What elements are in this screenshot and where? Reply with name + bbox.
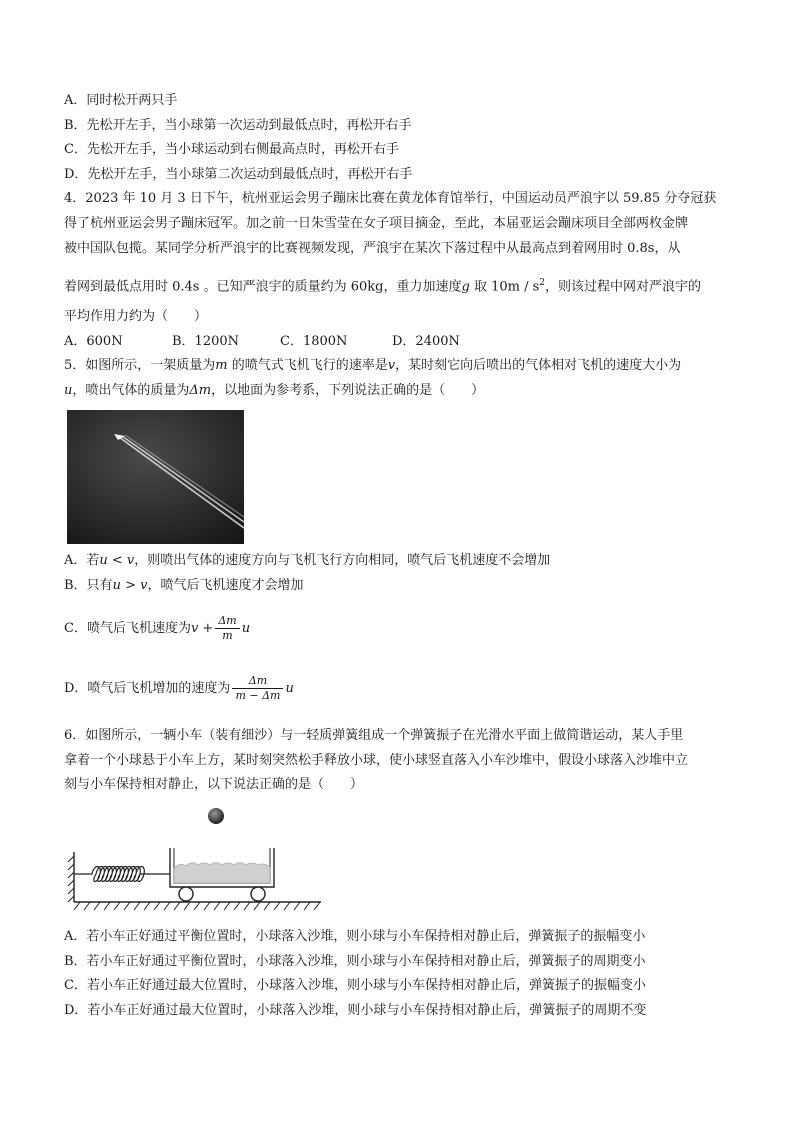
q4-text-line1: 4．2023 年 10 月 3 日下午，杭州亚运会男子蹦床比赛在黄龙体育馆举行，中国运动员严浪宇以 59.85 分夺冠获 (64, 191, 717, 206)
q4-options (64, 333, 460, 351)
q6-text-line3: 刻与小车保持相对静止，以下说法正确的是（ ） (64, 777, 364, 792)
q4-line4-b: 取 (469, 279, 492, 295)
q4-option-d: D．2400N (392, 334, 460, 349)
q5-option-b-text: ，喷气后飞机速度才会增加 (147, 578, 304, 593)
q5-option-c-denominator: m (222, 629, 233, 642)
q5-option-c-speed: v + (190, 621, 214, 636)
q4-text-line4 (64, 274, 701, 296)
q5-text-line2 (64, 382, 484, 400)
q3-option-d: D．先松开左手，当小球第二次运动到最低点时，再松开右手 (64, 167, 413, 182)
q5-gas-mass-symbol: Δm (189, 383, 212, 398)
q3-option-a: A．同时松开两只手 (64, 93, 178, 108)
q5-option-d-label: D．喷气后飞机增加的速度为 (64, 681, 231, 696)
q4-line4-c: ，则该过程中网对严浪宇的 (545, 279, 702, 295)
q6-option-a: A．若小车正好通过平衡位置时，小球落入沙堆，则小球与小车保持相对静止后，弹簧振子的振幅变小 (64, 929, 646, 944)
q5-line2-a: ，喷出气体的质量为 (72, 383, 190, 398)
q3-option-b: B．先松开左手，当小球第一次运动到最低点时，再松开右手 (64, 118, 412, 133)
q6-option-d: D．若小车正好通过最大位置时，小球落入沙堆，则小球与小车保持相对静止后，弹簧振子的周期不变 (64, 1003, 647, 1018)
q5-line1-b: 的喷气式飞机飞行的速率是 (227, 358, 388, 373)
q5-option-b-condition: u > v (112, 578, 148, 593)
q4-text-line2: 得了杭州亚运会男子蹦床冠军。加之前一日朱雪莹在女子项目摘金，至此，本届亚运会蹦床项目全部两枚金牌 (64, 216, 689, 231)
spring (74, 867, 170, 882)
q4-gravity-symbol: g (461, 279, 470, 295)
q6-option-b: B．若小车正好通过平衡位置时，小球落入沙堆，则小球与小车保持相对静止后，弹簧振子的周期变小 (64, 954, 646, 969)
q4-text-line3: 被中国队包揽。某同学分析严浪宇的比赛视频发现，严浪宇在某次下落过程中从最高点到着网用时 0.8s，从 (64, 241, 681, 256)
q4-option-c: C．1800N (280, 334, 348, 349)
q4-gravity-exponent: 2 (539, 278, 545, 288)
q5-line1-c: ，某时刻它向后喷出的气体相对飞机的速度大小为 (395, 358, 682, 373)
q5-option-d-denominator: m − Δm (235, 689, 281, 702)
q5-relative-speed-symbol: u (64, 383, 73, 398)
q4-text-line5: 平均作用力约为（ ） (64, 309, 208, 324)
q5-line2-b: ，以地面为参考系，下列说法正确的是（ ） (211, 383, 485, 398)
q5-option-a-condition: u < v (99, 553, 135, 568)
q5-option-c (64, 612, 250, 646)
q6-text-line1: 6．如图所示，一辆小车（装有细沙）与一轻质弹簧组成一个弹簧振子在光滑水平面上做简谐运动，某人手里 (64, 728, 684, 743)
q5-line1-a: 5．如图所示，一架质量为 (64, 358, 216, 373)
q5-option-c-fraction (215, 614, 239, 643)
q5-option-d (64, 672, 294, 706)
cart (170, 848, 274, 901)
q5-option-a (64, 552, 550, 570)
q5-mass-symbol: m (215, 358, 228, 373)
q4-option-a: A．600N (64, 334, 123, 349)
q5-option-d-numerator: Δm (232, 674, 283, 689)
q4-gravity-value: 10m / s (491, 279, 540, 295)
q5-option-b-label: B．只有 (64, 578, 113, 593)
q5-text-line1 (64, 357, 681, 375)
q4-option-b: B．1200N (172, 334, 240, 349)
jet-contrail-photo (67, 410, 244, 544)
q6-option-c: C．若小车正好通过最大位置时，小球落入沙堆，则小球与小车保持相对静止后，弹簧振子的振幅变小 (64, 978, 646, 993)
spring-cart-diagram (66, 802, 326, 914)
q5-option-d-u: u (285, 681, 294, 696)
q5-option-a-label: A．若 (64, 553, 100, 568)
left-wheel (179, 887, 193, 901)
right-wheel (251, 887, 265, 901)
q5-option-c-numerator: Δm (215, 614, 239, 629)
q4-line4-a: 着网到最低点用时 0.4s 。已知严浪宇的质量约为 60kg，重力加速度 (64, 279, 462, 295)
q5-option-d-fraction (232, 674, 283, 703)
q5-option-c-u: u (241, 621, 251, 636)
q5-speed-symbol: v (387, 358, 396, 373)
q5-option-c-label: C．喷气后飞机速度为 (64, 621, 191, 636)
falling-ball (208, 808, 224, 824)
q6-text-line2: 拿着一个小球悬于小车上方，某时刻突然松手释放小球，使小球竖直落入小车沙堆中，假设小球落入沙堆中立 (64, 753, 689, 768)
q3-option-c: C．先松开左手，当小球运动到右侧最高点时，再松开右手 (64, 142, 399, 157)
sand-pile (174, 863, 270, 884)
q5-option-b (64, 577, 303, 595)
q5-option-a-text: ，则喷出气体的速度方向与飞机飞行方向相同，喷气后飞机速度不会增加 (134, 553, 551, 568)
